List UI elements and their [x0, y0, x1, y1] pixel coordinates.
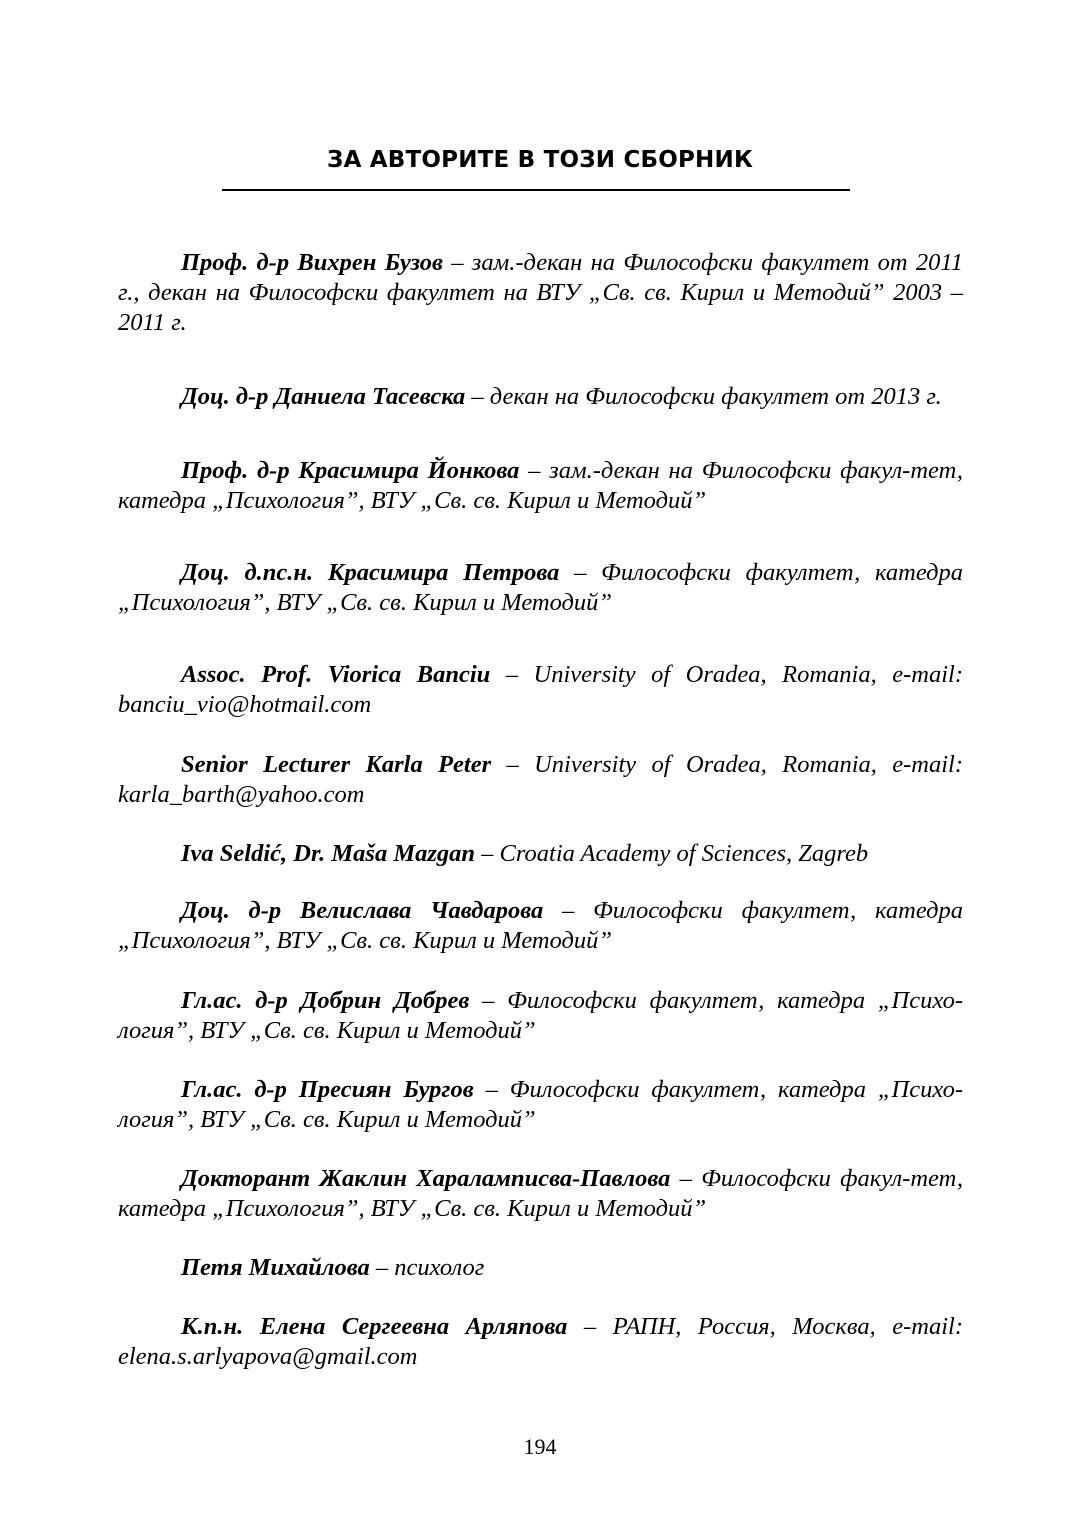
author-entry — [118, 986, 963, 1046]
author-description: – Философски факултет, катедра „Психо-логия”, ВТУ „Св. св. Кирил и Методий” — [118, 1076, 963, 1133]
author-description: – University of Oradea, Romania, e-mail: banciu_vio@hotmail.com — [118, 661, 963, 718]
author-entry — [118, 1164, 963, 1224]
author-name: Петя Михайлова — [181, 1254, 370, 1281]
author-name: К.п.н. Елена Сергеевна Арляпова — [181, 1313, 568, 1340]
author-name: Проф. д-р Красимира Йонкова — [181, 457, 520, 484]
author-entry — [118, 248, 963, 338]
author-description: – РАПН, Россия, Москва, e-mail: elena.s.arlyapova@gmail.com — [118, 1313, 964, 1370]
page-number: 194 — [523, 1434, 557, 1459]
author-entry — [118, 750, 963, 810]
author-description: – психолог — [369, 1254, 485, 1281]
author-entry — [118, 558, 963, 618]
page-heading: ЗА АВТОРИТЕ В ТОЗИ СБОРНИК — [327, 147, 753, 173]
author-name: Доц. д-р Даниела Тасевска — [181, 383, 466, 410]
author-description: – Croatia Academy of Sciences, Zagreb — [475, 840, 869, 867]
author-entry — [118, 456, 963, 516]
author-entry — [118, 660, 963, 720]
author-description: – Философски факултет, катедра „Психо-логия”, ВТУ „Св. св. Кирил и Методий” — [118, 987, 963, 1044]
author-description: – Философски факул-тет, катедра „Психология”, ВТУ „Св. св. Кирил и Методий” — [118, 1165, 964, 1222]
author-name: Доц. д-р Велислава Чавдарова — [181, 897, 544, 924]
author-description: – Философски факултет, катедра „Психология”, ВТУ „Св. св. Кирил и Методий” — [118, 897, 963, 954]
author-description: – зам.-декан на Философски факул-тет, катедра „Психология”, ВТУ „Св. св. Кирил и Методий” — [118, 457, 963, 514]
author-name: Доц. д.пс.н. Красимира Петрова — [181, 559, 560, 586]
author-description: – University of Oradea, Romania, e-mail: karla_barth@yahoo.com — [118, 751, 963, 808]
authors-list — [118, 248, 963, 1372]
heading-rule — [222, 189, 850, 191]
author-name: Senior Lecturer Karla Peter — [181, 751, 492, 778]
author-entry — [118, 382, 963, 412]
author-entry — [118, 1312, 963, 1372]
author-name: Проф. д-р Вихрен Бузов — [181, 249, 443, 276]
author-name: Assoc. Prof. Viorica Banciu — [181, 661, 491, 688]
author-name: Докторант Жаклин Хараламписва-Павлова — [181, 1165, 671, 1192]
author-name: Гл.ас. д-р Добрин Добрев — [181, 987, 470, 1014]
author-entry — [118, 1075, 963, 1135]
author-description: – Философски факултет, катедра „Психология”, ВТУ „Св. св. Кирил и Методий” — [118, 559, 963, 616]
author-description: – декан на Философски факултет от 2013 г. — [465, 383, 942, 410]
author-name: Гл.ас. д-р Пресиян Бургов — [181, 1076, 474, 1103]
author-name: Iva Seldić, Dr. Maša Mazgan — [181, 840, 476, 867]
author-entry — [118, 896, 963, 956]
author-description: – зам.-декан на Философски факултет от 2011 г., декан на Философски факултет на ВТУ „Св. св. Кирил и Методий” 2003 – 2011 г. — [118, 249, 963, 336]
author-entry — [118, 839, 963, 869]
author-entry — [118, 1253, 963, 1283]
